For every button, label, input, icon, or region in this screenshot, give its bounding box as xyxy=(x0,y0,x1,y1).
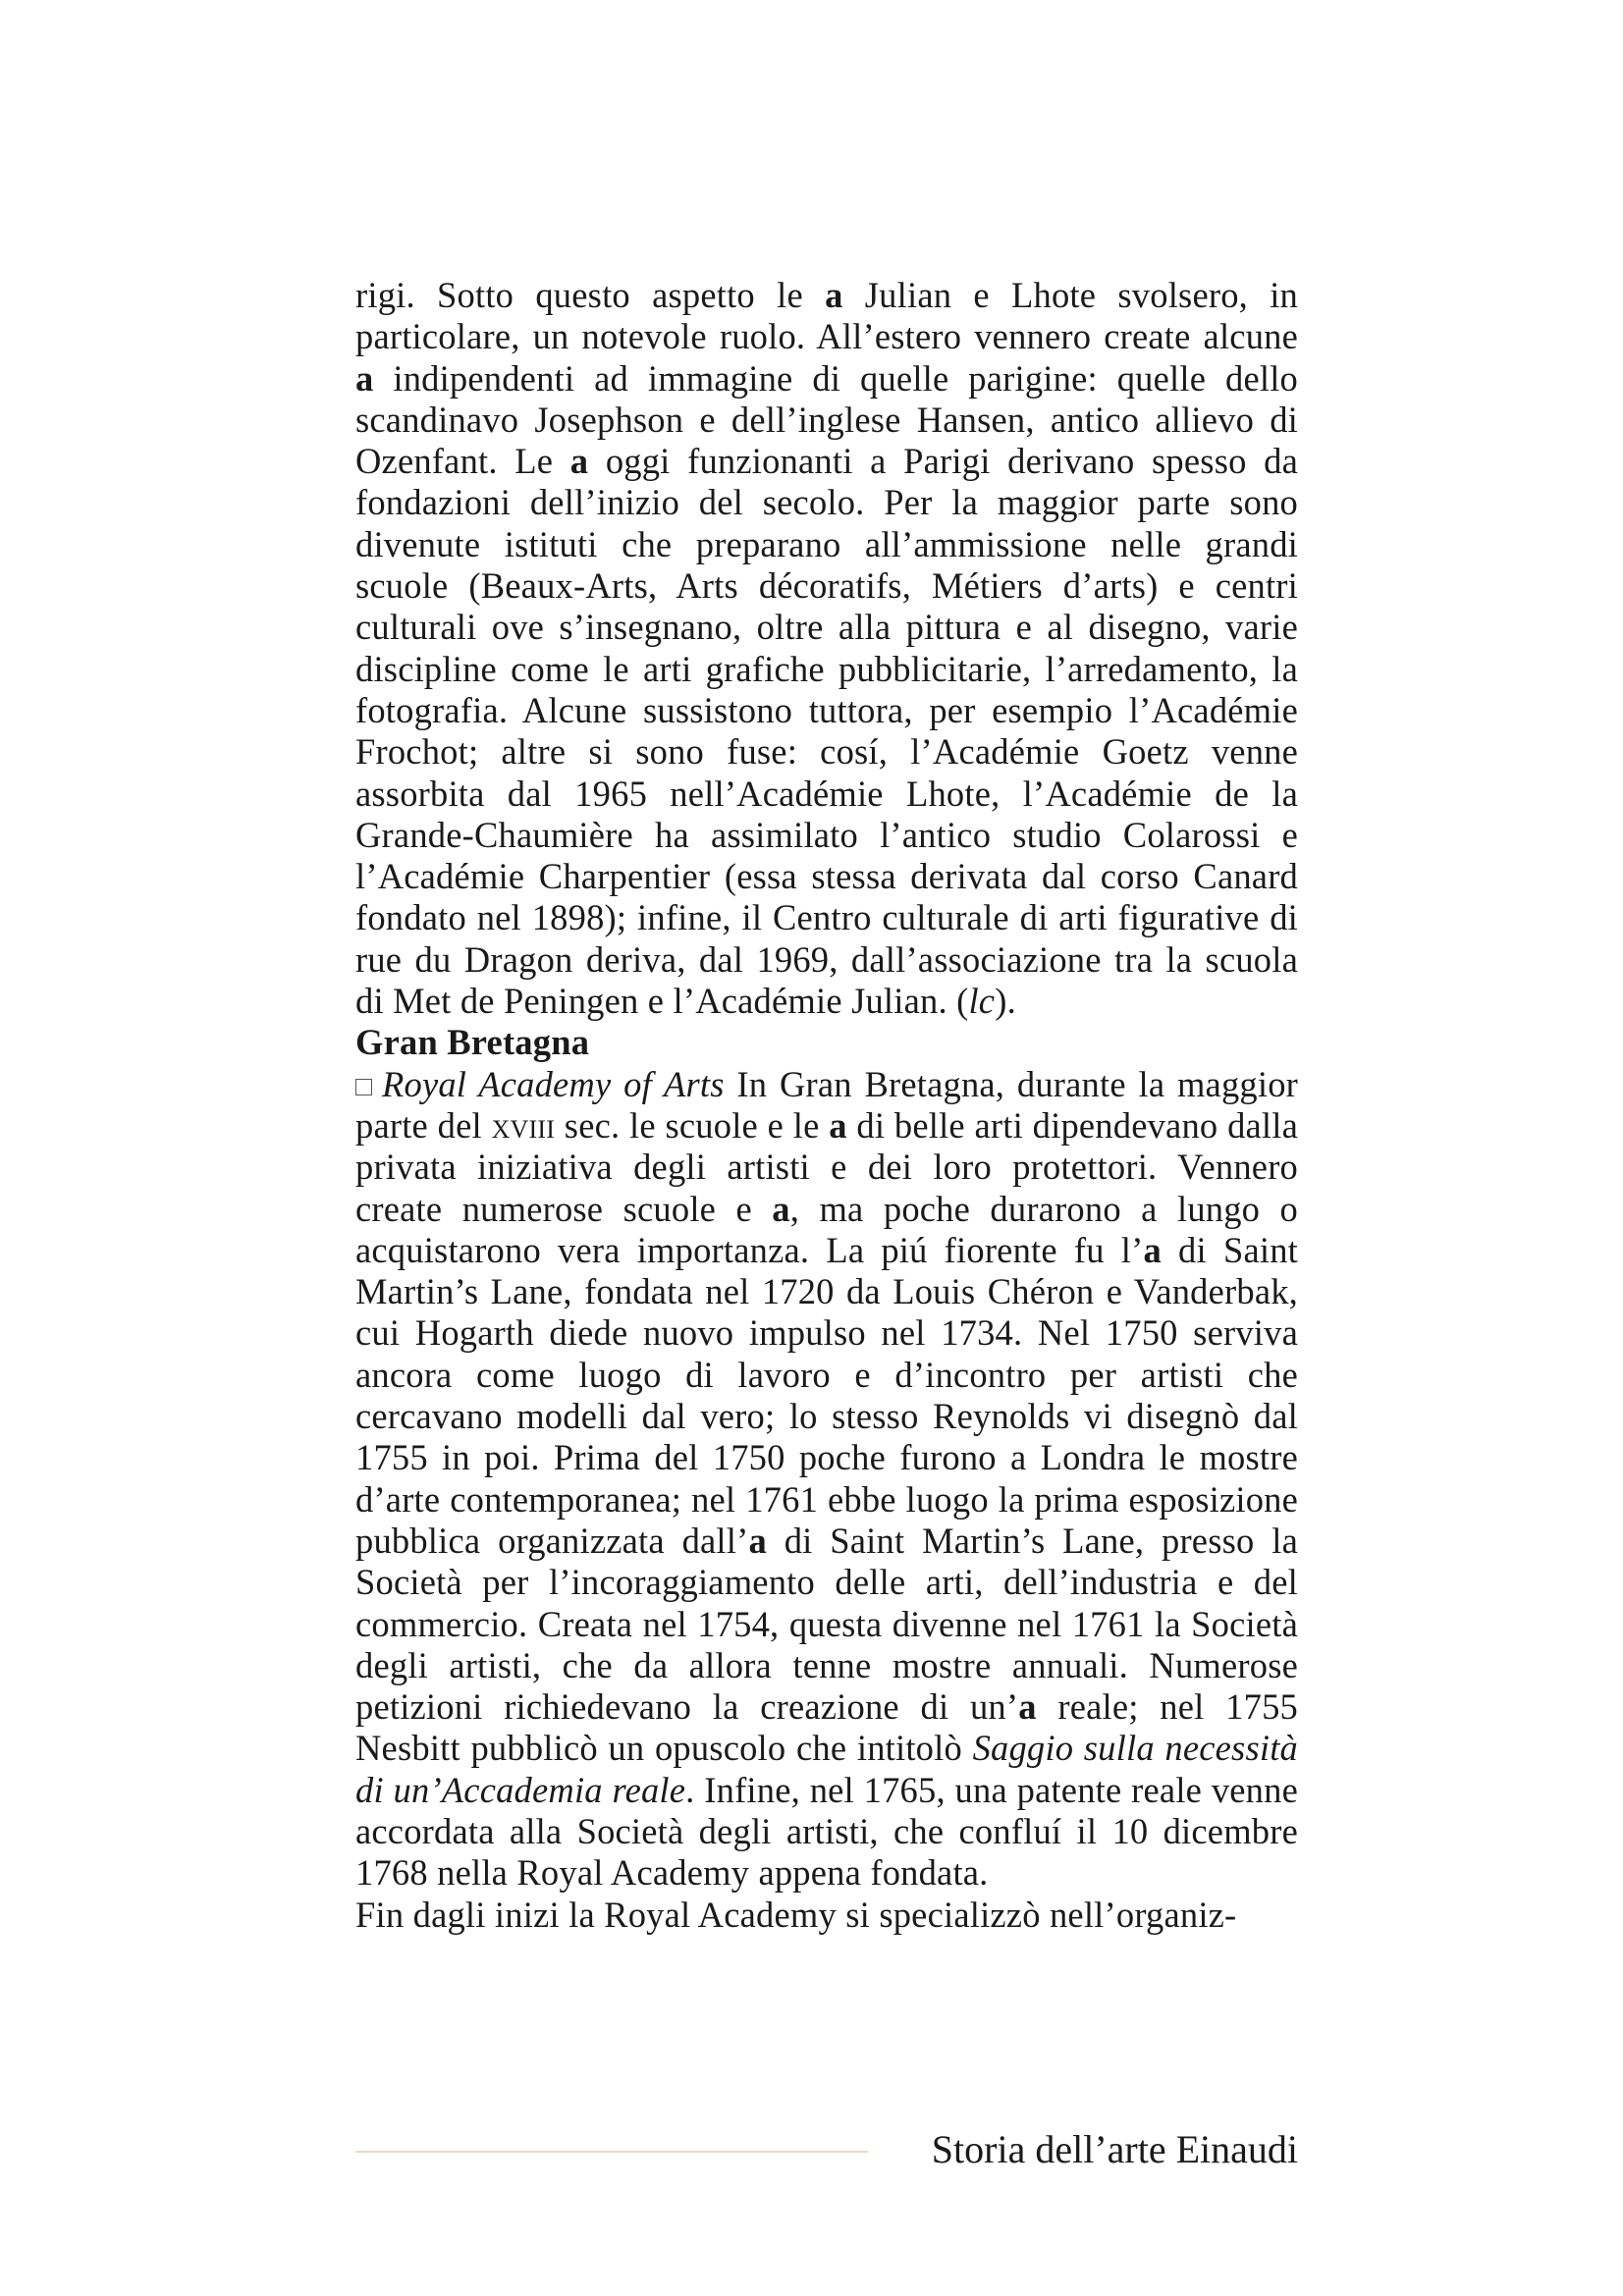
abbreviation: a xyxy=(772,1188,790,1229)
text-segment: ). xyxy=(995,981,1016,1022)
text-segment: indipendenti ad immagine di quelle parigine: quelle dello scandinavo Josephson e dell’inglese Hansen, antico allievo di Ozenfant. Le xyxy=(355,357,1298,482)
abbreviation: a xyxy=(825,275,843,315)
abbreviation: a xyxy=(748,1520,767,1561)
footer-rule xyxy=(355,2151,868,2153)
book-title: Saggio sulla necessità di un’Accademia reale xyxy=(355,1728,1298,1810)
section-heading: Gran Bretagna xyxy=(355,1022,590,1063)
text-segment: Julian e Lhote svolsero, in particolare, un notevole ruolo. All’estero vennero create alcune xyxy=(355,275,1299,357)
text-segment: . Infine, nel 1765, una patente reale venne accordata alla Società degli artisti, che confluí il 10 dicembre 1768 nella Royal Academy appena fondata. xyxy=(355,1769,1298,1894)
abbreviation: a xyxy=(569,441,589,482)
century-numeral: xviii xyxy=(491,1104,556,1146)
author-initials: lc xyxy=(968,981,996,1022)
text-segment: rigi. Sotto questo aspetto le xyxy=(355,275,826,315)
text-segment: sec. le scuole e le xyxy=(555,1104,830,1146)
abbreviation: a xyxy=(1018,1686,1037,1728)
text-segment: reale; nel 1755 Nesbitt pubblicò un opuscolo che intitolò xyxy=(355,1686,1298,1769)
paragraph xyxy=(355,275,1298,1022)
text-segment: di Saint Martin’s Lane, fondata nel 1720 da Louis Chéron e Vanderbak, cui Hogarth diede nuovo impulso nel 1734. Nel 1750 serviva ancora come luogo di lavoro e d’incontro per artisti che cercavano modelli dal vero; lo stesso Reynolds vi disegnò dal 1755 in poi. Prima del 1750 poche furono a Londra le mostre d’arte contemporanea; nel 1761 ebbe luogo la prima esposizione pubblica organizzata dall’ xyxy=(355,1229,1298,1561)
abbreviation: a xyxy=(355,357,374,399)
subsection-title: Royal Academy of Arts xyxy=(382,1063,725,1104)
square-bullet-icon xyxy=(355,1079,372,1095)
page-body xyxy=(355,275,1298,1936)
paragraph xyxy=(355,1064,1298,1895)
text-segment: di belle arti dipendevano dalla privata iniziativa degli artisti e dei loro protettori. Vennero create numerose scuole e xyxy=(355,1104,1298,1229)
footer-title: Storia dell’arte Einaudi xyxy=(931,2127,1298,2171)
abbreviation: a xyxy=(829,1104,847,1146)
text-segment: di Saint Martin’s Lane, presso la Società per l’incoraggiamento delle arti, dell’industria e del commercio. Creata nel 1754, questa divenne nel 1761 la Società degli artisti, che da allora tenne mostre annuali. Numerose petizioni richiedevano la creazione di un’ xyxy=(355,1520,1298,1728)
abbreviation: a xyxy=(1143,1229,1162,1270)
text-segment: In Gran Bretagna, durante la maggior parte del xyxy=(355,1063,1298,1146)
text-segment: , ma poche durarono a lungo o acquistarono vera importanza. La piú fiorente fu l’ xyxy=(355,1188,1298,1270)
text-segment: oggi funzionanti a Parigi derivano spesso da fondazioni dell’inizio del secolo. Per la maggior parte sono divenute istituti che preparano all’ammissione nelle grandi scuole (Beaux-Arts, Arts décoratifs, Métiers d’arts) e centri culturali ove s’insegnano, oltre alla pittura e al disegno, varie discipline come le arti grafiche pubblicitarie, l’arredamento, la fotografia. Alcune sussistono tuttora, per esempio l’Académie Frochot; altre si sono fuse: cosí, l’Académie Goetz venne assorbita dal 1965 nell’Académie Lhote, l’Académie de la Grande-Chaumière ha assimilato l’antico studio Colarossi e l’Académie Charpentier (essa stessa derivata dal corso Canard fondato nel 1898); infine, il Centro culturale di arti figurative di rue du Dragon deriva, dal 1969, dall’associazione tra la scuola di Met de Peningen e l’Académie Julian. ( xyxy=(355,441,1298,1022)
paragraph: Fin dagli inizi la Royal Academy si specializzò nell’organiz- xyxy=(355,1894,1237,1935)
